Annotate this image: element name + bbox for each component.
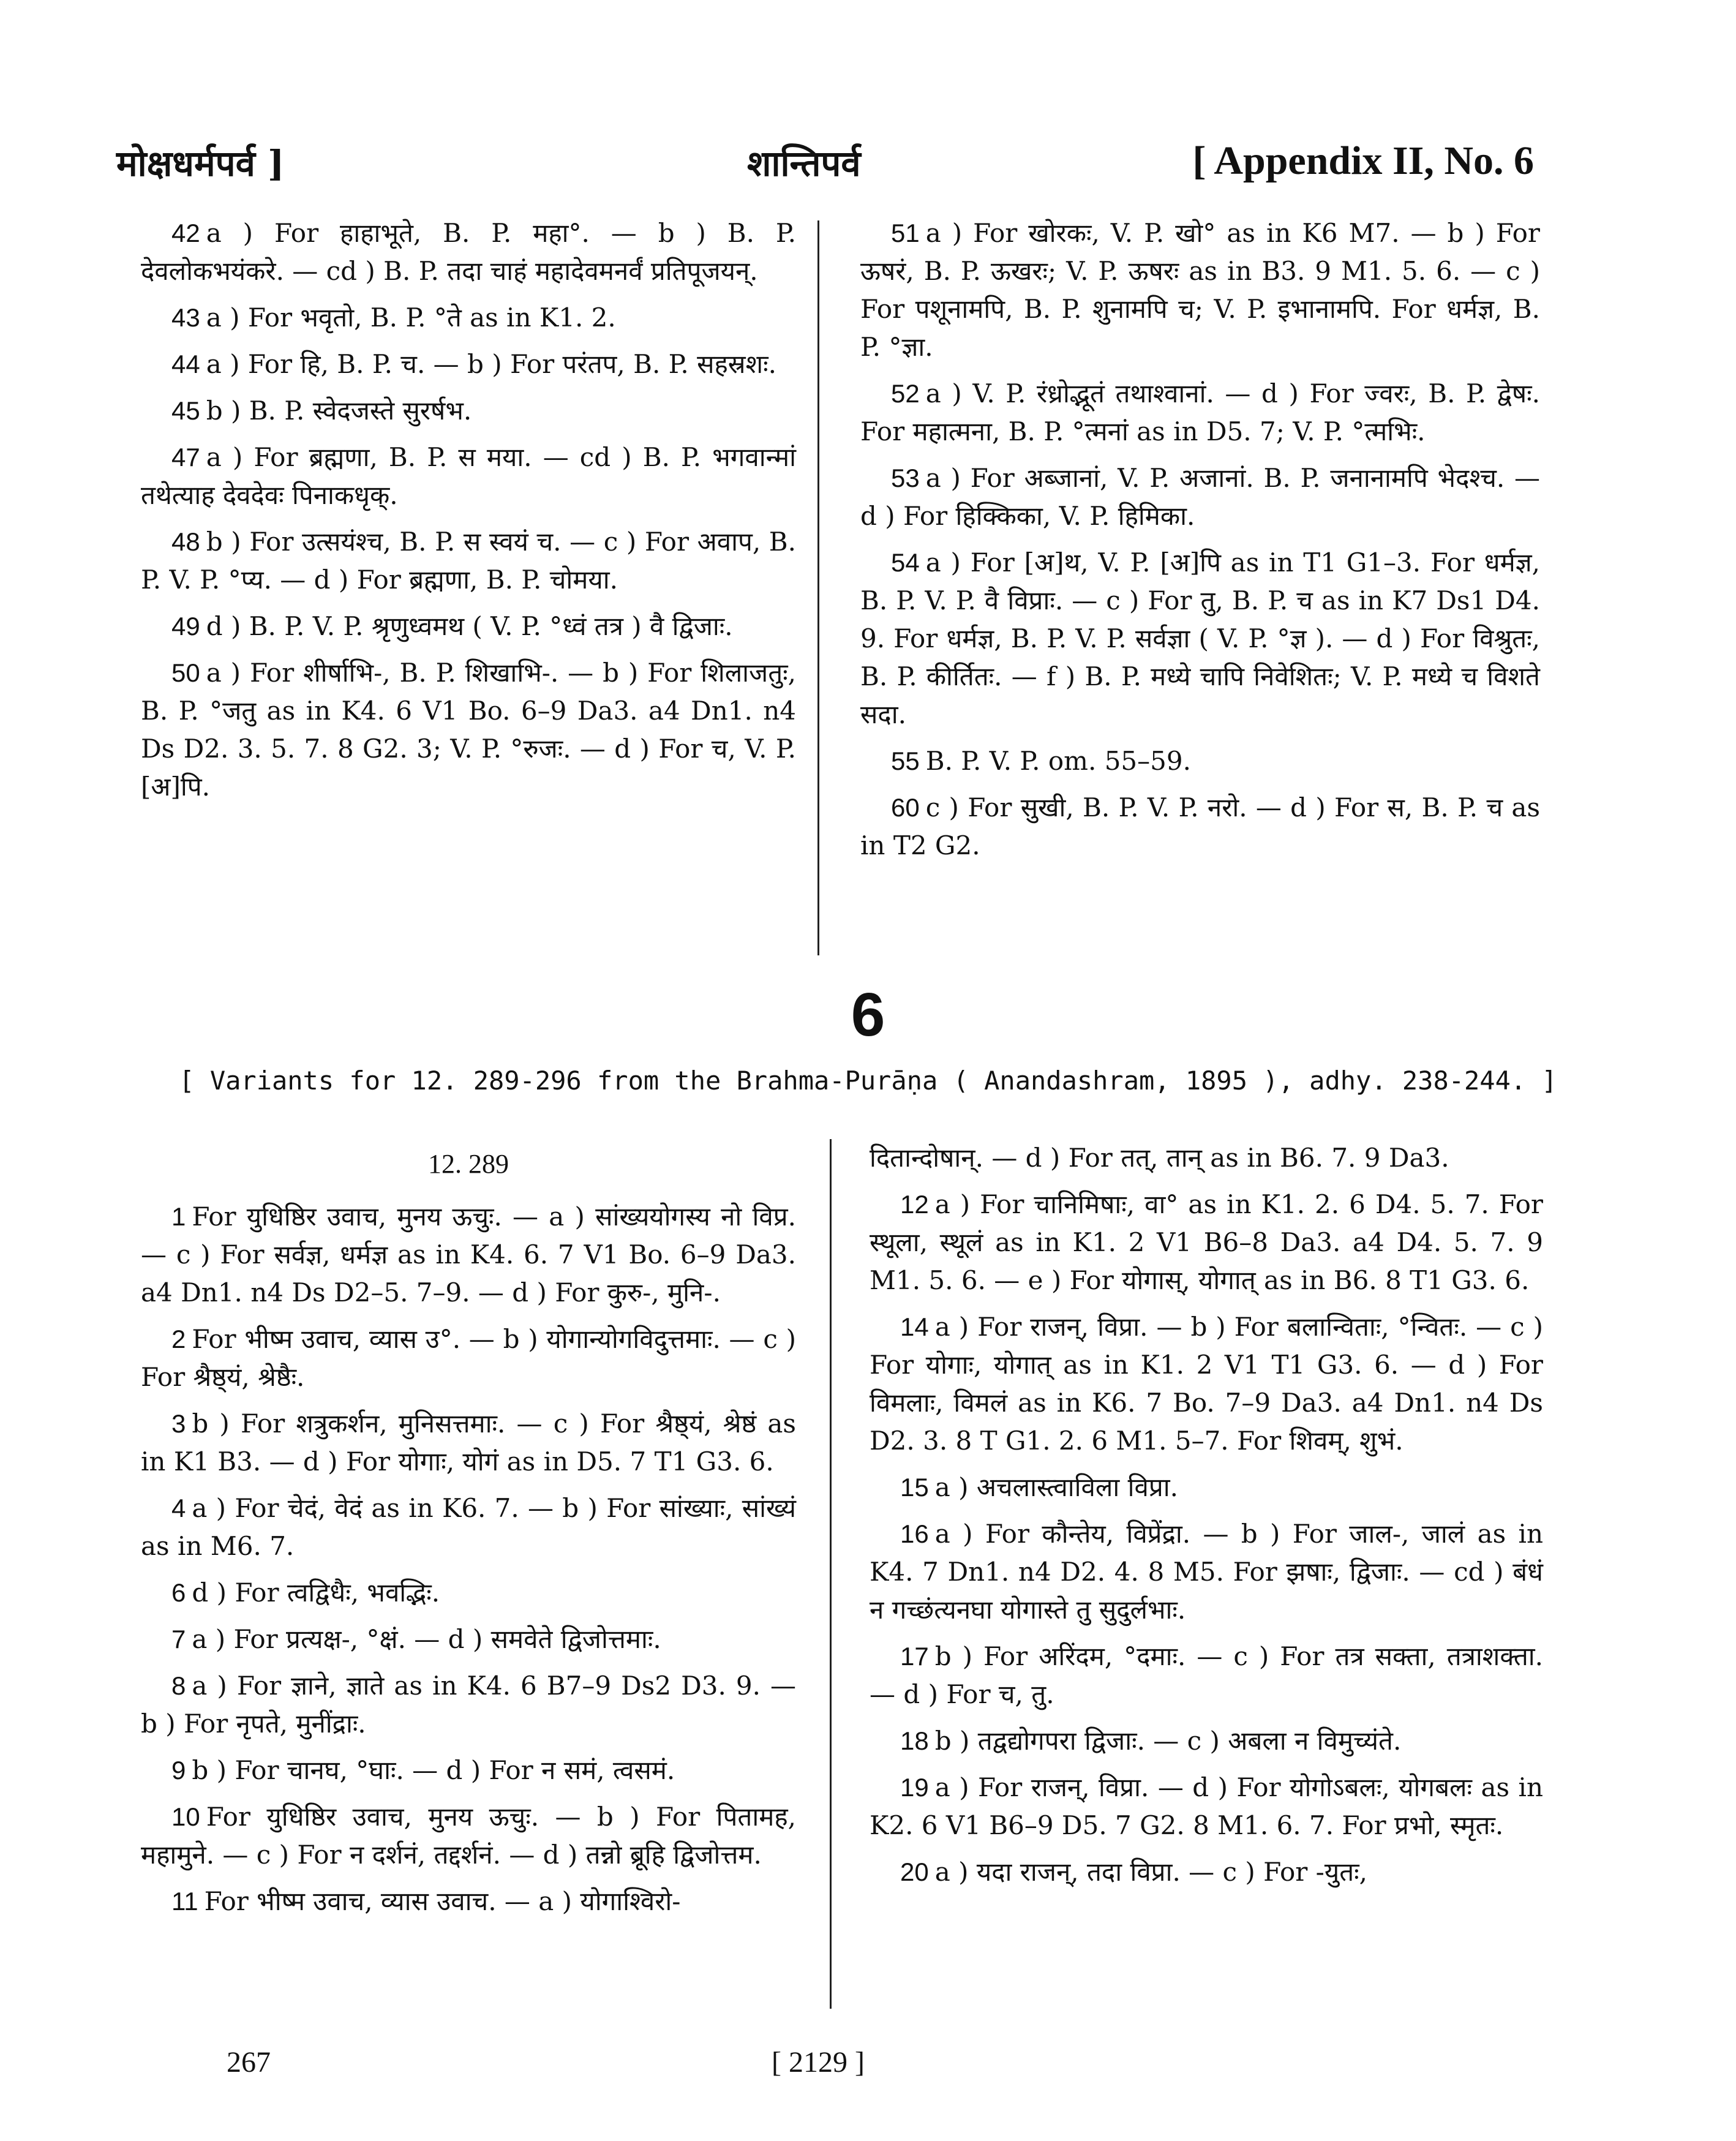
variant-entry xyxy=(860,214,1540,366)
entry-number: 51 xyxy=(891,219,920,247)
variant-entry xyxy=(860,544,1540,734)
variant-entry xyxy=(141,438,796,514)
variant-entry xyxy=(860,375,1540,451)
entry-text: For युधिष्ठिर उवाच, मुनय ऊचुः. — a ) सांख्ययोगस्य नो विप्र. — c ) For सर्वज्ञ, धर्मज्ञ as in K4. 6. 7 V1 Bo. 6–9 Da3. a4 Dn1. n4 Ds D2–5. 7–9. — d ) For कुरु-, मुनि-. xyxy=(141,1202,796,1308)
variant-entry xyxy=(860,459,1540,535)
entry-text: b ) For उत्सयंश्च, B. P. स स्वयं च. — c ) For अवाप, B. P. V. P. °प्य. — d ) For ब्रह्मणा, B. P. चोमया. xyxy=(141,527,796,595)
entry-number: 10 xyxy=(171,1802,200,1831)
variant-entry xyxy=(870,1769,1543,1845)
entry-number: 14 xyxy=(900,1312,929,1341)
entry-number: 55 xyxy=(891,747,920,775)
entry-number: 2 xyxy=(171,1325,186,1353)
entry-number: 19 xyxy=(900,1773,929,1802)
entry-text: a ) For ब्रह्मणा, B. P. स मया. — cd ) B. P. भगवान्मां तथेत्याह देवदेवः पिनाकधृक्. xyxy=(141,442,796,510)
section-number: 6 xyxy=(851,980,885,1049)
column-divider-bottom xyxy=(830,1139,832,2009)
variant-entry xyxy=(870,1308,1543,1460)
entry-number: 17 xyxy=(900,1642,929,1671)
entry-text: a ) For राजन्, विप्रा. — b ) For बलान्विताः, °न्वितः. — c ) For योगाः, योगात् as in K1. 2 V1 T1 G3. 6. — d ) For विमलाः, विमलं as in K6. 7 Bo. 7–9 Da3. a4 Dn1. n4 Ds D2. 3. 8 T G1. 2. 6 M1. 5–7. For शिवम्, शुभं. xyxy=(870,1312,1543,1456)
entry-text: b ) For चानघ, °घाः. — d ) For न समं, त्वसमं. xyxy=(192,1755,675,1785)
variant-entry xyxy=(141,1667,796,1743)
entry-text: a ) For हि, B. P. च. — b ) For परंतप, B. P. सहस्रशः. xyxy=(206,349,777,379)
entry-text: a ) For हाहाभूते, B. P. महा°. — b ) B. P. देवलोकभयंकरे. — cd ) B. P. तदा चाहं महादेवमनर्वं प्रतिपूजयन्. xyxy=(141,218,796,286)
entry-text: d ) B. P. V. P. श्रृणुध्वमथ ( V. P. °ध्वं तत्र ) वै द्विजाः. xyxy=(206,611,733,641)
variant-entry xyxy=(141,1798,796,1874)
entry-text: For भीष्म उवाच, व्यास उ°. — b ) योगान्योगविदुत्तमाः. — c ) For श्रैष्ठ्यं, श्रेष्ठैः. xyxy=(141,1324,796,1392)
variant-entry xyxy=(141,214,796,290)
variant-entry xyxy=(870,1515,1543,1629)
entry-number: 45 xyxy=(171,396,200,425)
variant-entry xyxy=(860,742,1540,780)
bottom-right-column xyxy=(870,1139,1543,1900)
entry-number: 43 xyxy=(171,303,200,332)
entry-text: b ) For अरिंदम, °दमाः. — c ) For तत्र सक्ता, तत्राशक्ता. — d ) For च, तु. xyxy=(870,1641,1543,1709)
entry-number: 4 xyxy=(171,1494,186,1522)
entry-text: a ) For प्रत्यक्ष-, °क्षं. — d ) समवेते द्विजोत्तमाः. xyxy=(192,1624,661,1654)
entry-number: 20 xyxy=(900,1857,929,1886)
entry-number: 47 xyxy=(171,443,200,472)
entry-text: c ) For सुखी, B. P. V. P. नरो. — d ) For स, B. P. च as in T2 G2. xyxy=(860,792,1540,860)
variant-entry xyxy=(141,392,796,430)
entry-number: 8 xyxy=(171,1671,186,1700)
entry-number: 12 xyxy=(900,1190,929,1219)
entry-text: a ) For चेदं, वेदं as in K6. 7. — b ) For सांख्याः, सांख्यं as in M6. 7. xyxy=(141,1493,796,1561)
entry-number: 7 xyxy=(171,1625,186,1654)
variant-entry xyxy=(870,1139,1543,1177)
header-right: [ Appendix II, No. 6 xyxy=(1192,138,1534,183)
entry-number: 44 xyxy=(171,350,200,378)
bottom-left-title: 12. 289 xyxy=(428,1149,509,1179)
variant-entry xyxy=(860,789,1540,865)
entry-number: 60 xyxy=(891,793,920,822)
variant-entry xyxy=(870,1638,1543,1714)
variant-entry xyxy=(141,523,796,599)
entry-text: a ) For ज्ञाने, ज्ञाते as in K4. 6 B7–9 Ds2 D3. 9. — b ) For नृपते, मुनींद्राः. xyxy=(141,1671,796,1739)
entry-number: 49 xyxy=(171,612,200,641)
section-subtitle: [ Variants for 12. 289-296 from the Brahma-Purāṇa ( Anandashram, 1895 ), adhy. 238-244. ] xyxy=(179,1066,1557,1096)
entry-text: For युधिष्ठिर उवाच, मुनय ऊचुः. — b ) For पितामह, महामुने. — c ) For न दर्शनं, तद्दर्शनं. — d ) तन्नो ब्रूहि द्विजोत्तम. xyxy=(141,1802,796,1870)
variant-entry xyxy=(141,654,796,806)
entry-text: For भीष्म उवाच, व्यास उवाच. — a ) योगाश्विरो- xyxy=(204,1886,681,1916)
entry-number: 50 xyxy=(171,658,200,687)
entry-number: 16 xyxy=(900,1519,929,1548)
entry-number: 54 xyxy=(891,548,920,577)
top-left-column xyxy=(141,214,796,815)
header-center: शान्तिपर्व xyxy=(747,143,861,184)
entry-text: a ) For अब्जानां, V. P. अजानां. B. P. जनानामपि भेदश्च. — d ) For हिक्किका, V. P. हिमिका. xyxy=(860,463,1540,531)
entry-text: a ) For खोरकः, V. P. खो° as in K6 M7. — b ) For ऊषरं, B. P. ऊखरः; V. P. ऊषरः as in B3. 9 M1. 5. 6. — c ) For पशूनामपि, B. P. शुनामपि च; V. P. इभानामपि. For धर्मज्ञ, B. P. °ज्ञा. xyxy=(860,218,1540,362)
entry-text: a ) For [अ]थ, V. P. [अ]पि as in T1 G1–3. For धर्मज्ञ, B. P. V. P. वै विप्राः. — c ) For तु, B. P. च as in K7 Ds1 D4. 9. For धर्मज्ञ, B. P. V. P. सर्वज्ञा ( V. P. °ज्ञ ). — d ) For विश्रुतः, B. P. कीर्तितः. — f ) B. P. मध्ये चापि निवेशितः; V. P. मध्ये च विशते सदा. xyxy=(860,547,1540,729)
entry-number: 11 xyxy=(171,1887,198,1916)
column-divider-top xyxy=(817,220,819,955)
variant-entry xyxy=(141,1320,796,1396)
entry-number: 1 xyxy=(171,1202,186,1231)
entry-text: a ) For राजन्, विप्रा. — d ) For योगोऽबलः, योगबलः as in K2. 6 V1 B6–9 D5. 7 G2. 8 M1. 6. 7. For प्रभो, स्मृतः. xyxy=(870,1772,1543,1840)
entry-text: a ) V. P. रंध्रोद्भूतं तथाश्वानां. — d ) For ज्वरः, B. P. द्वेषः. For महात्मना, B. P. °त्मनां as in D5. 7; V. P. °त्मभिः. xyxy=(860,378,1540,446)
variant-entry xyxy=(141,1752,796,1789)
entry-number: 15 xyxy=(900,1473,929,1502)
variant-entry xyxy=(141,1574,796,1612)
variant-entry xyxy=(141,299,796,337)
entry-text: a ) यदा राजन्, तदा विप्रा. — c ) For -युतः, xyxy=(934,1857,1367,1887)
header-left: मोक्षधर्मपर्व ] xyxy=(116,143,285,184)
entry-number: 53 xyxy=(891,464,920,492)
variant-entry xyxy=(870,1722,1543,1760)
variant-entry xyxy=(141,1405,796,1481)
entry-text: a ) For कौन्तेय, विप्रेंद्रा. — b ) For जाल-, जालं as in K4. 7 Dn1. n4 D2. 4. 8 M5. For झषाः, द्विजाः. — cd ) बंधं न गच्छंत्यनघा योगास्ते तु सुदुर्लभाः. xyxy=(870,1519,1543,1625)
variant-entry xyxy=(141,1620,796,1658)
entry-text: B. P. V. P. om. 55–59. xyxy=(925,746,1191,776)
entry-text: b ) B. P. स्वेदजस्ते सुरर्षभ. xyxy=(206,396,472,426)
entry-number: 6 xyxy=(171,1578,186,1607)
entry-number: 9 xyxy=(171,1756,186,1785)
entry-text: d ) For त्वद्विधैः, भवद्भिः. xyxy=(192,1578,440,1608)
entry-text: b ) तद्वद्योगपरा द्विजाः. — c ) अबला न विमुच्यंते. xyxy=(934,1726,1402,1756)
variant-entry xyxy=(141,1883,796,1921)
entry-text: a ) For चानिमिषाः, वा° as in K1. 2. 6 D4. 5. 7. For स्थूला, स्थूलं as in K1. 2 V1 B6–8 Da3. a4 D4. 5. 7. 9 M1. 5. 6. — e ) For योगास्, योगात् as in B6. 8 T1 G3. 6. xyxy=(870,1189,1543,1295)
variant-entry xyxy=(141,1489,796,1565)
top-right-column xyxy=(860,214,1540,873)
variant-entry xyxy=(870,1853,1543,1891)
variant-entry xyxy=(870,1469,1543,1507)
variant-entry xyxy=(870,1186,1543,1300)
entry-number: 18 xyxy=(900,1726,929,1755)
entry-number: 52 xyxy=(891,379,920,408)
page-number-center: [ 2129 ] xyxy=(772,2046,865,2079)
entry-number: 42 xyxy=(171,219,200,247)
entry-text: दितान्दोषान्. — d ) For तत्, तान् as in B6. 7. 9 Da3. xyxy=(870,1143,1449,1173)
entry-text: a ) For शीर्षाभि-, B. P. शिखाभि-. — b ) For शिलाजतुः, B. P. °जतु as in K4. 6 V1 Bo. 6–9 Da3. a4 Dn1. n4 Ds D2. 3. 5. 7. 8 G2. 3; V. P. °रुजः. — d ) For च, V. P. [अ]पि. xyxy=(141,658,796,802)
variant-entry xyxy=(141,345,796,383)
entry-text: b ) For शत्रुकर्शन, मुनिसत्तमाः. — c ) For श्रैष्ठ्यं, श्रेष्ठं as in K1 B3. — d ) For योगाः, योगं as in D5. 7 T1 G3. 6. xyxy=(141,1409,796,1477)
entry-text: a ) For भवृतो, B. P. °ते as in K1. 2. xyxy=(206,303,616,333)
variant-entry xyxy=(141,1198,796,1312)
bottom-left-column xyxy=(141,1145,796,1929)
entry-text: a ) अचलास्त्वाविला विप्रा. xyxy=(934,1472,1178,1502)
entry-number: 3 xyxy=(171,1409,186,1438)
variant-entry xyxy=(141,608,796,645)
entry-number: 48 xyxy=(171,527,200,556)
page-number-left: 267 xyxy=(227,2046,271,2079)
